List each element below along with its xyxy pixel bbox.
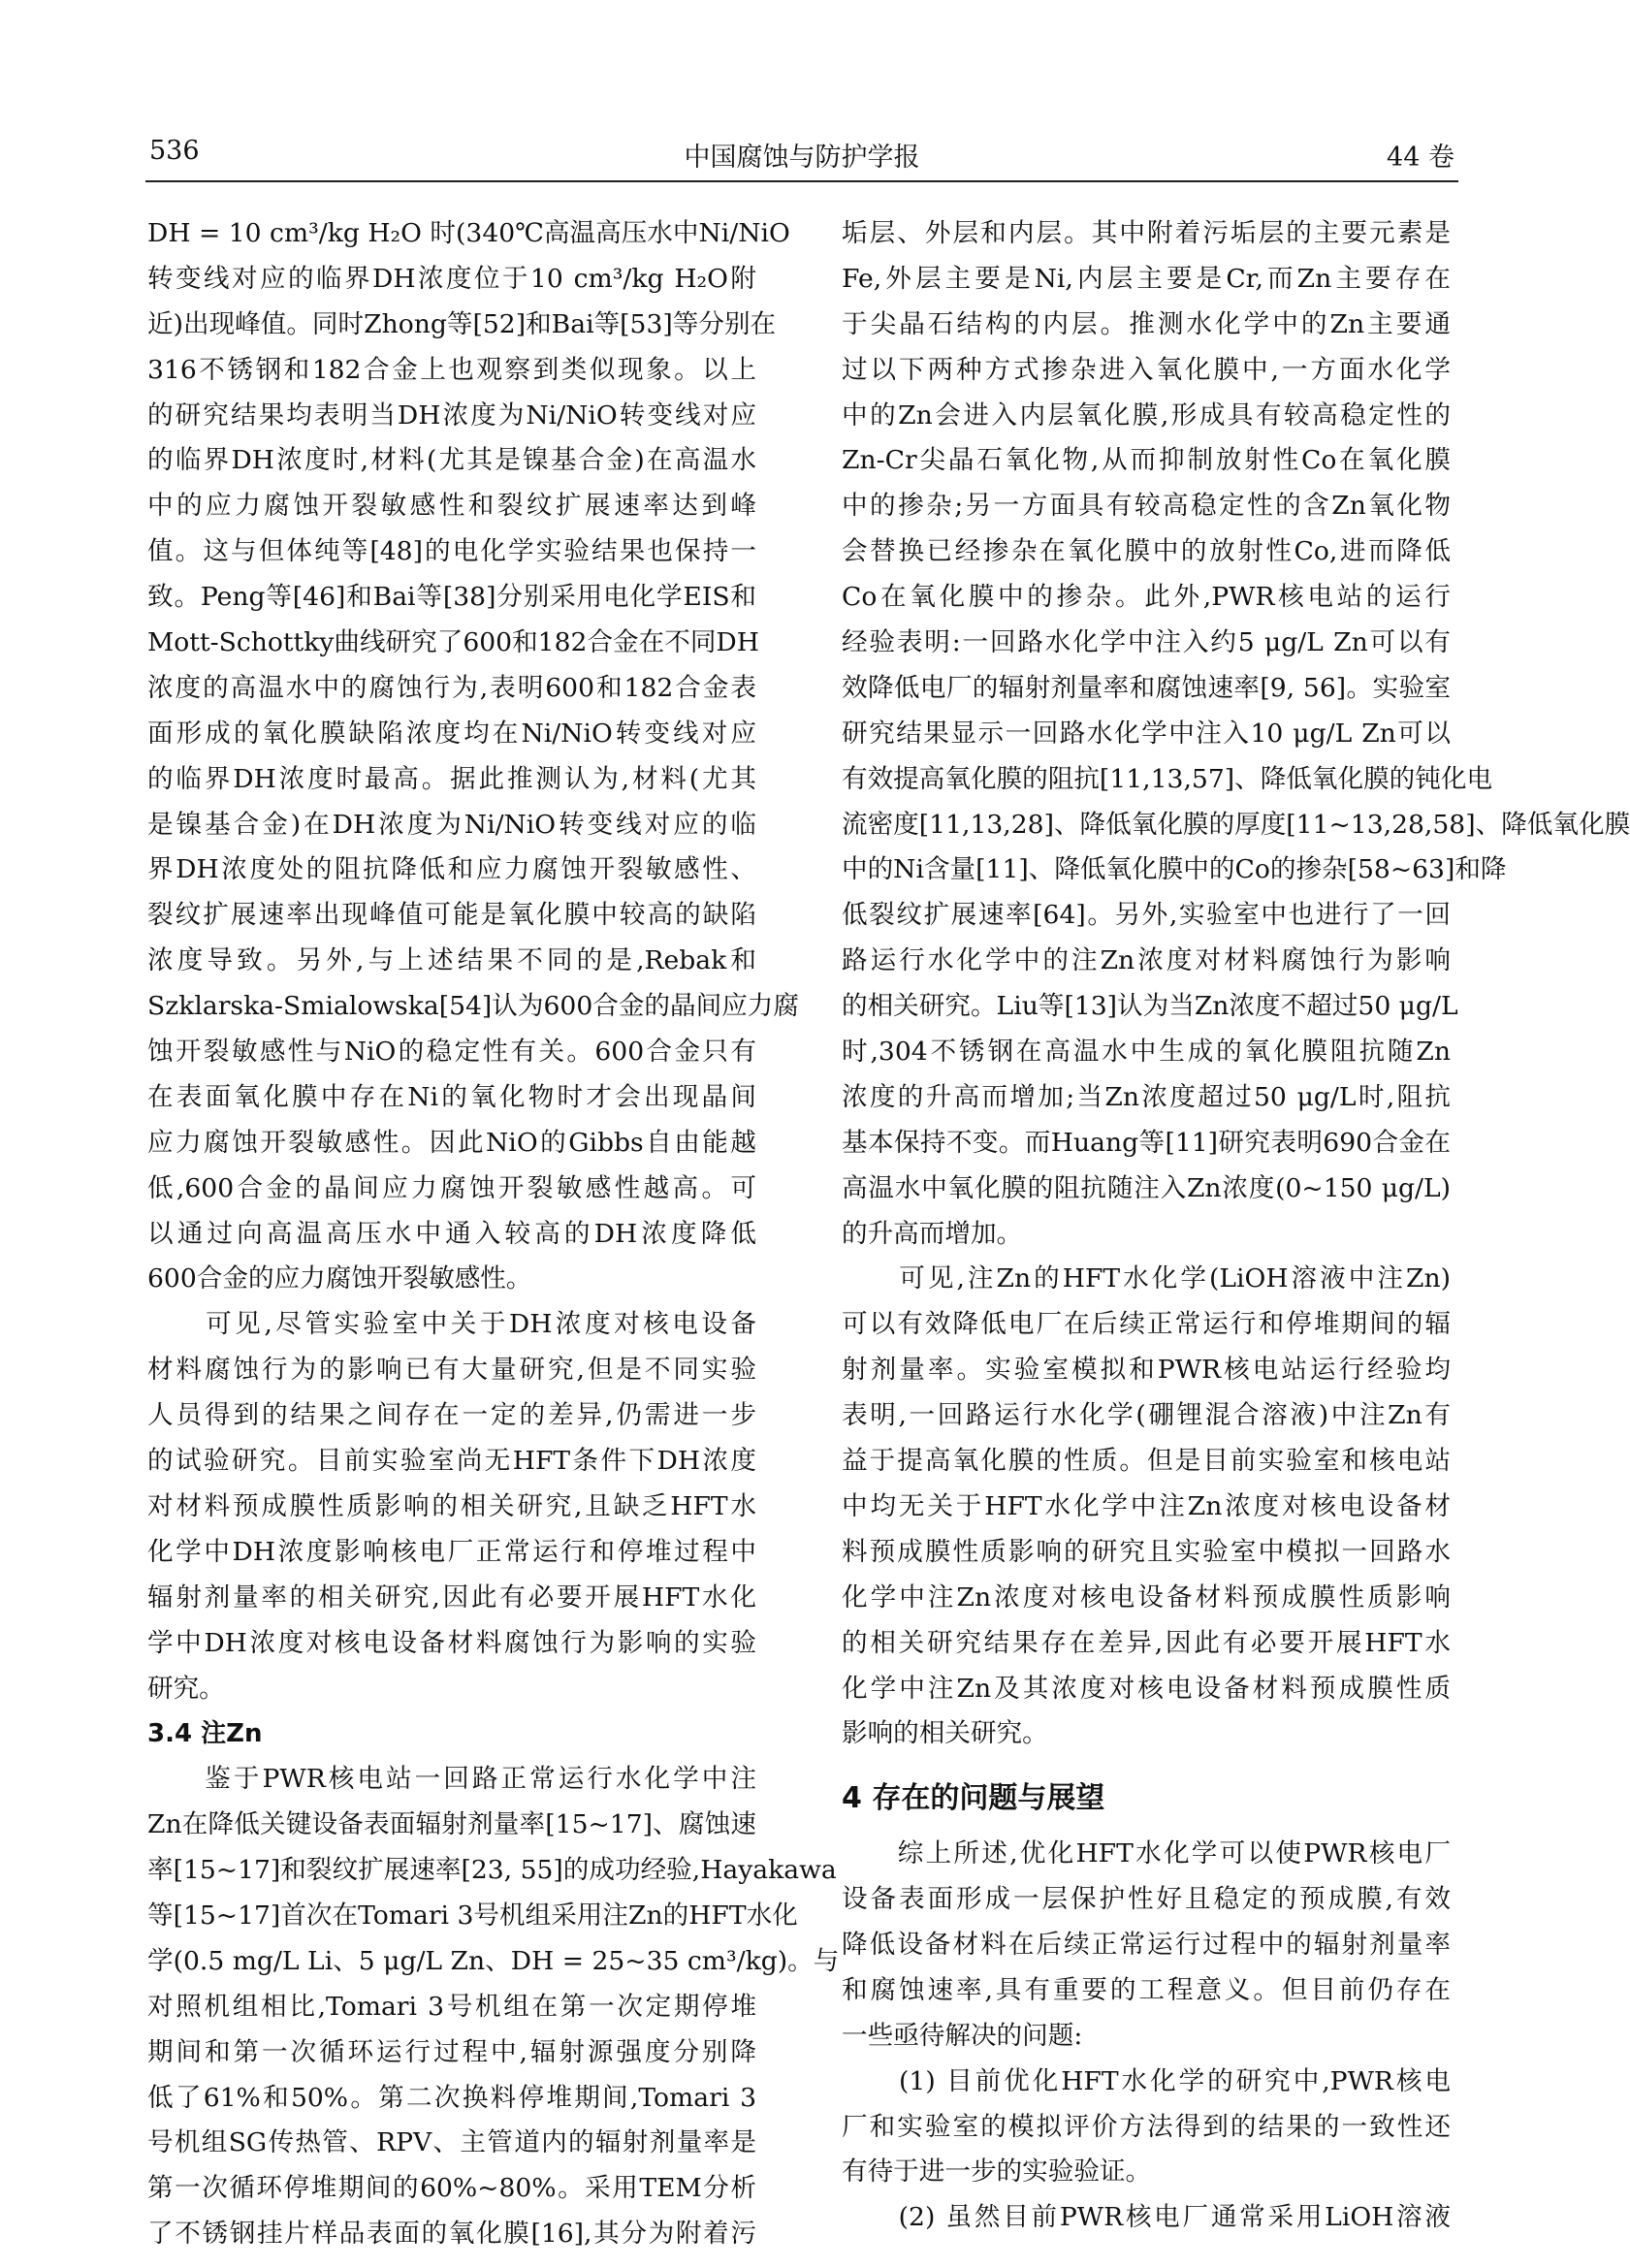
text-line: 蚀开裂敏感性与NiO的稳定性有关。600合金只有 (147, 1037, 756, 1068)
text-line: 人员得到的结果之间存在一定的差异,仍需进一步 (147, 1400, 756, 1431)
text-line: 低,600合金的晶间应力腐蚀开裂敏感性越高。可 (147, 1172, 756, 1203)
text-line: 可以有效降低电厂在后续正常运行和停堆期间的辐 (842, 1309, 1451, 1340)
text-line: 的升高而增加。 (842, 1218, 1023, 1249)
text-line: 材料腐蚀行为的影响已有大量研究,但是不同实验 (147, 1355, 756, 1386)
text-line: 浓度导致。另外,与上述结果不同的是,Rebak和 (147, 945, 756, 976)
text-line: 一些亟待解决的问题: (842, 2020, 1083, 2051)
text-line: 学(0.5 mg/L Li、5 μg/L Zn、DH = 25~35 cm³/kg)。与 (147, 1945, 840, 1976)
text-line: 界DH浓度处的阻抗降低和应力腐蚀开裂敏感性、 (147, 854, 756, 885)
text-line: 值。这与但体纯等[48]的电化学实验结果也保持一 (147, 536, 756, 567)
text-line: 浓度的高温水中的腐蚀行为,表明600和182合金表 (147, 672, 756, 703)
text-line: 浓度的升高而增加;当Zn浓度超过50 μg/L时,阻抗 (842, 1081, 1451, 1112)
text-line: 以通过向高温高压水中通入较高的DH浓度降低 (147, 1218, 756, 1249)
text-line: 是镍基合金)在DH浓度为Ni/NiO转变线对应的临 (147, 809, 756, 840)
text-line: 化学中注Zn浓度对核电设备材料预成膜性质影响 (842, 1581, 1451, 1613)
text-line: 辐射剂量率的相关研究,因此有必要开展HFT水化 (147, 1581, 756, 1613)
text-line: 和腐蚀速率,具有重要的工程意义。但目前仍存在 (842, 1974, 1451, 2005)
text-line: 在表面氧化膜中存在Ni的氧化物时才会出现晶间 (147, 1081, 756, 1112)
text-line: 低裂纹扩展速率[64]。另外,实验室中也进行了一回 (842, 900, 1451, 931)
text-line: 于尖晶石结构的内层。推测水化学中的Zn主要通 (842, 308, 1451, 339)
text-line: 近)出现峰值。同时Zhong等[52]和Bai等[53]等分别在 (147, 308, 777, 339)
text-line: 有效提高氧化膜的阻抗[11,13,57]、降低氧化膜的钝化电 (842, 763, 1493, 794)
text-line: 的试验研究。目前实验室尚无HFT条件下DH浓度 (147, 1446, 756, 1477)
text-line: Mott-Schottky曲线研究了600和182合金在不同DH (147, 627, 759, 658)
text-line: DH = 10 cm³/kg H₂O 时(340℃高温高压水中Ni/NiO (147, 218, 790, 248)
text-line: 的临界DH浓度时最高。据此推测认为,材料(尤其 (147, 763, 756, 794)
text-line: 降低设备材料在后续正常运行过程中的辐射剂量率 (842, 1929, 1451, 1960)
text-line: Szklarska-Smialowska[54]认为600合金的晶间应力腐 (147, 991, 799, 1022)
text-line: Zn在降低关键设备表面辐射剂量率[15~17]、腐蚀速 (147, 1809, 756, 1840)
text-line: 等[15~17]首次在Tomari 3号机组采用注Zn的HFT水化 (147, 1900, 798, 1931)
text-line: 致。Peng等[46]和Bai等[38]分别采用电化学EIS和 (147, 582, 756, 613)
text-line: 裂纹扩展速率出现峰值可能是氧化膜中较高的缺陷 (147, 900, 756, 931)
text-line: 可见,注Zn的HFT水化学(LiOH溶液中注Zn) (842, 1263, 1451, 1294)
text-line: 影响的相关研究。 (842, 1718, 1048, 1749)
text-line: 益于提高氧化膜的性质。但是目前实验室和核电站 (842, 1446, 1451, 1477)
text-line: 号机组SG传热管、RPV、主管道内的辐射剂量率是 (147, 2127, 756, 2158)
text-line: (2) 虽然目前PWR核电厂通常采用LiOH溶液 (842, 2202, 1451, 2233)
journal-title: 中国腐蚀与防护学报 (684, 143, 920, 173)
text-line: 应力腐蚀开裂敏感性。因此NiO的Gibbs自由能越 (147, 1127, 756, 1158)
text-line: Co在氧化膜中的掺杂。此外,PWR核电站的运行 (842, 582, 1451, 613)
text-line: 了不锈钢挂片样品表面的氧化膜[16],其分为附着污 (147, 2219, 756, 2250)
text-line: 可见,尽管实验室中关于DH浓度对核电设备 (147, 1309, 756, 1340)
text-line: 鉴于PWR核电站一回路正常运行水化学中注 (147, 1764, 756, 1795)
text-line: 化学中DH浓度影响核电厂正常运行和停堆过程中 (147, 1536, 756, 1567)
text-line: (1) 目前优化HFT水化学的研究中,PWR核电 (842, 2065, 1451, 2096)
text-line: 中的掺杂;另一方面具有较高稳定性的含Zn氧化物 (842, 491, 1451, 522)
text-line: 第一次循环停堆期间的60%~80%。采用TEM分析 (147, 2173, 756, 2204)
volume-label: 44 卷 (1387, 143, 1454, 173)
text-line: 中均无关于HFT水化学中注Zn浓度对核电设备材 (842, 1490, 1451, 1521)
running-header (145, 132, 1458, 182)
text-line: 期间和第一次循环运行过程中,辐射源强度分别降 (147, 2036, 756, 2067)
text-line: 率[15~17]和裂纹扩展速率[23, 55]的成功经验,Hayakawa (147, 1855, 837, 1886)
text-line: 学中DH浓度对核电设备材料腐蚀行为影响的实验 (147, 1627, 756, 1658)
right-column (842, 211, 1630, 2241)
text-line: 路运行水化学中的注Zn浓度对材料腐蚀行为影响 (842, 945, 1451, 976)
text-line: 厂和实验室的模拟评价方法得到的结果的一致性还 (842, 2111, 1451, 2142)
section-heading: 4 存在的问题与展望 (842, 1781, 1105, 1816)
text-line: 会替换已经掺杂在氧化膜中的放射性Co,进而降低 (842, 536, 1451, 567)
text-line: 经验表明:一回路水化学中注入约5 μg/L Zn可以有 (842, 627, 1451, 658)
text-line: 的相关研究。Liu等[13]认为当Zn浓度不超过50 μg/L (842, 991, 1458, 1022)
text-line: 流密度[11,13,28]、降低氧化膜的厚度[11~13,28,58]、降低氧化膜 (842, 809, 1630, 840)
text-line: 表明,一回路运行水化学(硼锂混合溶液)中注Zn有 (842, 1400, 1451, 1431)
text-line: 中的Zn会进入内层氧化膜,形成具有较高稳定性的 (842, 399, 1451, 431)
text-line: 化学中注Zn及其浓度对核电设备材料预成膜性质 (842, 1673, 1451, 1704)
text-line: 对照机组相比,Tomari 3号机组在第一次定期停堆 (147, 1991, 756, 2022)
text-line: 研究结果显示一回路水化学中注入10 μg/L Zn可以 (842, 718, 1451, 749)
text-line: 时,304不锈钢在高温水中生成的氧化膜阻抗随Zn (842, 1037, 1451, 1068)
text-line: 高温水中氧化膜的阻抗随注入Zn浓度(0~150 μg/L) (842, 1172, 1451, 1203)
text-line: 316不锈钢和182合金上也观察到类似现象。以上 (147, 354, 756, 385)
text-line: 基本保持不变。而Huang等[11]研究表明690合金在 (842, 1127, 1451, 1158)
text-line: 综上所述,优化HFT水化学可以使PWR核电厂 (842, 1838, 1451, 1869)
text-line: Fe,外层主要是Ni,内层主要是Cr,而Zn主要存在 (842, 263, 1451, 294)
page-number: 536 (149, 136, 200, 166)
text-line: 低了61%和50%。第二次换料停堆期间,Tomari 3 (147, 2082, 756, 2113)
left-column (147, 211, 840, 2257)
text-line: 中的Ni含量[11]、降低氧化膜中的Co的掺杂[58~63]和降 (842, 854, 1507, 885)
text-line: 面形成的氧化膜缺陷浓度均在Ni/NiO转变线对应 (147, 718, 756, 749)
text-line: 的研究结果均表明当DH浓度为Ni/NiO转变线对应 (147, 399, 756, 431)
text-line: 的临界DH浓度时,材料(尤其是镍基合金)在高温水 (147, 445, 756, 476)
text-line: 600合金的应力腐蚀开裂敏感性。 (147, 1263, 532, 1294)
text-line: 的相关研究结果存在差异,因此有必要开展HFT水 (842, 1627, 1451, 1658)
text-line: 过以下两种方式掺杂进入氧化膜中,一方面水化学 (842, 354, 1451, 385)
text-line: 料预成膜性质影响的研究且实验室中模拟一回路水 (842, 1536, 1451, 1567)
section-heading: 3.4 注Zn (147, 1719, 263, 1749)
text-line: Zn-Cr尖晶石氧化物,从而抑制放射性Co在氧化膜 (842, 445, 1451, 476)
text-line: 研究。 (147, 1673, 225, 1704)
text-line: 设备表面形成一层保护性好且稳定的预成膜,有效 (842, 1884, 1451, 1915)
text-line: 垢层、外层和内层。其中附着污垢层的主要元素是 (842, 218, 1451, 248)
text-line: 转变线对应的临界DH浓度位于10 cm³/kg H₂O附 (147, 263, 756, 294)
text-line: 效降低电厂的辐射剂量率和腐蚀速率[9, 56]。实验室 (842, 672, 1451, 703)
text-line: 有待于进一步的实验验证。 (842, 2156, 1152, 2188)
text-line: 射剂量率。实验室模拟和PWR核电站运行经验均 (842, 1355, 1451, 1386)
text-line: 中的应力腐蚀开裂敏感性和裂纹扩展速率达到峰 (147, 491, 756, 522)
text-line: 对材料预成膜性质影响的相关研究,且缺乏HFT水 (147, 1490, 756, 1521)
